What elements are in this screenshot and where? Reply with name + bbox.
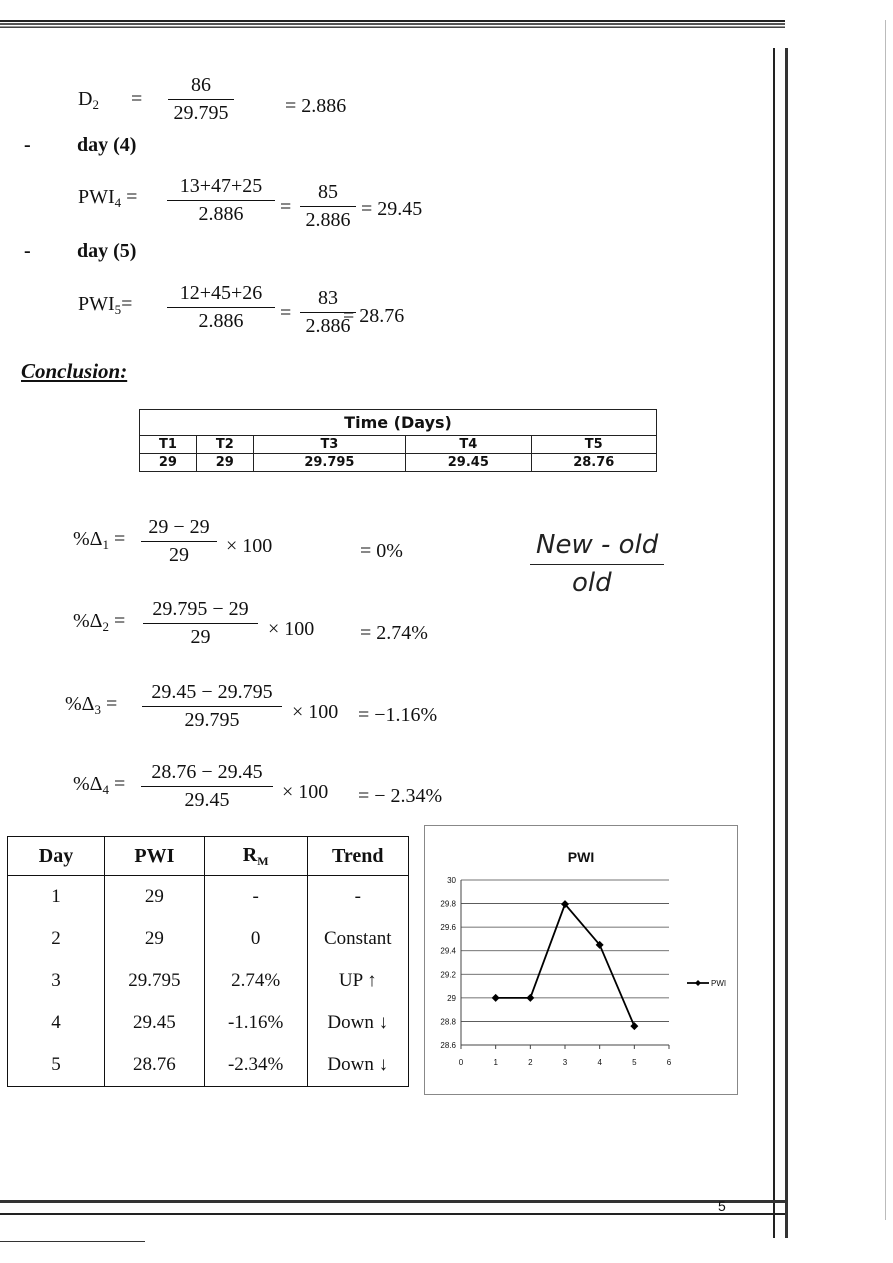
time-table-title: Time (Days) [140, 410, 657, 436]
handwritten-denominator: old [572, 568, 612, 598]
time-header-t4: T4 [406, 436, 531, 454]
y-tick-label: 29.2 [440, 970, 456, 980]
pct2-result: = 2.74% [360, 622, 428, 644]
day4-dash: - [24, 134, 31, 156]
page-edge [885, 20, 886, 1220]
x-tick-label: 6 [666, 1058, 672, 1067]
cell-trend: Constant [307, 918, 408, 960]
pct3-mult: × 100 [292, 701, 339, 723]
data-point [492, 994, 500, 1002]
d2-equals: = [131, 88, 143, 110]
frame-right-border [773, 48, 788, 1238]
cell-day: 3 [8, 960, 105, 1002]
x-tick-label: 1 [493, 1058, 498, 1067]
pct3-result: = −1.16% [358, 704, 438, 726]
x-tick-label: 5 [632, 1058, 637, 1067]
day5-dash: - [24, 240, 31, 262]
pwi-chart-svg [425, 826, 737, 1094]
pwi4-fraction-2: 85 2.886 [300, 181, 356, 232]
cell-pwi: 29.795 [105, 960, 205, 1002]
d2-result: = 2.886 [285, 95, 347, 117]
pct4-result: = − 2.34% [358, 785, 443, 807]
time-header-t2: T2 [196, 436, 253, 454]
x-tick-label: 3 [562, 1058, 568, 1067]
time-header-t5: T5 [531, 436, 656, 454]
table-row [8, 876, 409, 919]
pct4-lhs: $\%\Delta_4$ = [73, 773, 126, 797]
cell-trend: UP ↑ [307, 960, 408, 1002]
time-value-t4: 29.45 [406, 454, 531, 472]
pct2-fraction: 29.795 − 29 29 [143, 598, 258, 649]
cell-rm: - [204, 876, 307, 919]
pwi4-lhs: $PWI_4$ = [78, 186, 138, 210]
pct2-lhs: $\%\Delta_2$ = [73, 610, 126, 634]
cell-rm: -2.34% [204, 1044, 307, 1087]
pct1-mult: × 100 [226, 535, 273, 557]
pct3-fraction: 29.45 − 29.795 29.795 [142, 681, 282, 732]
pct1-fraction: 29 − 29 29 [141, 516, 217, 567]
frame-top-border [0, 20, 785, 22]
frame-top-border-inner [0, 27, 785, 28]
y-tick-label: 29 [447, 993, 456, 1003]
cell-pwi: 28.76 [105, 1044, 205, 1087]
header-trend: Trend [307, 837, 408, 876]
x-tick-label: 4 [597, 1058, 602, 1067]
pct4-fraction: 28.76 − 29.45 29.45 [141, 761, 273, 812]
time-value-t5: 28.76 [531, 454, 656, 472]
x-tick-label: 2 [528, 1058, 533, 1067]
data-point [526, 994, 534, 1002]
frame-bottom-rule [0, 1241, 145, 1242]
handwritten-fraction-bar [530, 564, 664, 565]
series-line [496, 904, 635, 1026]
pwi-line-chart [424, 825, 738, 1095]
pwi-table-header-row [8, 837, 409, 876]
time-table-value-row [140, 454, 657, 472]
y-tick-label: 29.4 [440, 946, 456, 956]
pct1-lhs: $\%\Delta_1$ = [73, 528, 126, 552]
pwi5-lhs: $PWI_5=$ [78, 293, 133, 317]
y-tick-label: 29.6 [440, 923, 456, 933]
time-header-t3: T3 [253, 436, 405, 454]
time-days-table [139, 409, 657, 472]
conclusion-heading: Conclusion: [21, 359, 128, 383]
table-row [8, 960, 409, 1002]
cell-day: 2 [8, 918, 105, 960]
cell-trend: - [307, 876, 408, 919]
header-rm: $R_M$ [204, 837, 307, 876]
header-pwi: PWI [105, 837, 205, 876]
time-header-t1: T1 [140, 436, 197, 454]
pct1-result: = 0% [360, 540, 403, 562]
page-number: 5 [718, 1198, 726, 1214]
pct2-mult: × 100 [268, 618, 315, 640]
pwi4-fraction-1: 13+47+25 2.886 [167, 175, 275, 226]
handwritten-numerator: New - old [536, 530, 659, 560]
pwi5-equals-2: = [280, 302, 292, 324]
cell-rm: 0 [204, 918, 307, 960]
y-tick-label: 28.6 [440, 1041, 456, 1050]
frame-bottom-border [0, 1200, 785, 1215]
chart-title: PWI [567, 849, 595, 865]
pct4-mult: × 100 [282, 781, 329, 803]
y-tick-label: 28.8 [440, 1017, 456, 1027]
pwi5-fraction-1: 12+45+26 2.886 [167, 282, 275, 333]
y-tick-label: 29.8 [440, 899, 456, 909]
cell-trend: Down ↓ [307, 1044, 408, 1087]
cell-day: 1 [8, 876, 105, 919]
pwi5-result: = 28.76 [343, 305, 405, 327]
cell-trend: Down ↓ [307, 1002, 408, 1044]
cell-day: 5 [8, 1044, 105, 1087]
cell-day: 4 [8, 1002, 105, 1044]
pwi4-equals-2: = [280, 196, 292, 218]
time-value-t2: 29 [196, 454, 253, 472]
data-point [630, 1022, 638, 1030]
day5-label: day (5) [77, 240, 137, 262]
legend-label: PWI [711, 979, 727, 988]
pwi4-result: = 29.45 [361, 198, 423, 220]
time-table-header-row [140, 436, 657, 454]
x-tick-label: 0 [458, 1058, 464, 1067]
table-row [8, 1002, 409, 1044]
y-tick-label: 30 [447, 876, 456, 885]
cell-pwi: 29 [105, 876, 205, 919]
pwi-trend-table [7, 836, 409, 1087]
cell-pwi: 29.45 [105, 1002, 205, 1044]
header-day: Day [8, 837, 105, 876]
cell-rm: -1.16% [204, 1002, 307, 1044]
time-value-t3: 29.795 [253, 454, 405, 472]
cell-rm: 2.74% [204, 960, 307, 1002]
d2-fraction: 86 29.795 [168, 74, 234, 125]
pwi5-fraction-2: 83 2.886 [300, 287, 356, 338]
d2-lhs: $D_2$ [78, 88, 99, 112]
day4-label: day (4) [77, 134, 137, 156]
pct3-lhs: $\%\Delta_3$ = [65, 693, 118, 717]
table-row [8, 1044, 409, 1087]
legend-marker [695, 980, 701, 986]
cell-pwi: 29 [105, 918, 205, 960]
time-value-t1: 29 [140, 454, 197, 472]
table-row [8, 918, 409, 960]
